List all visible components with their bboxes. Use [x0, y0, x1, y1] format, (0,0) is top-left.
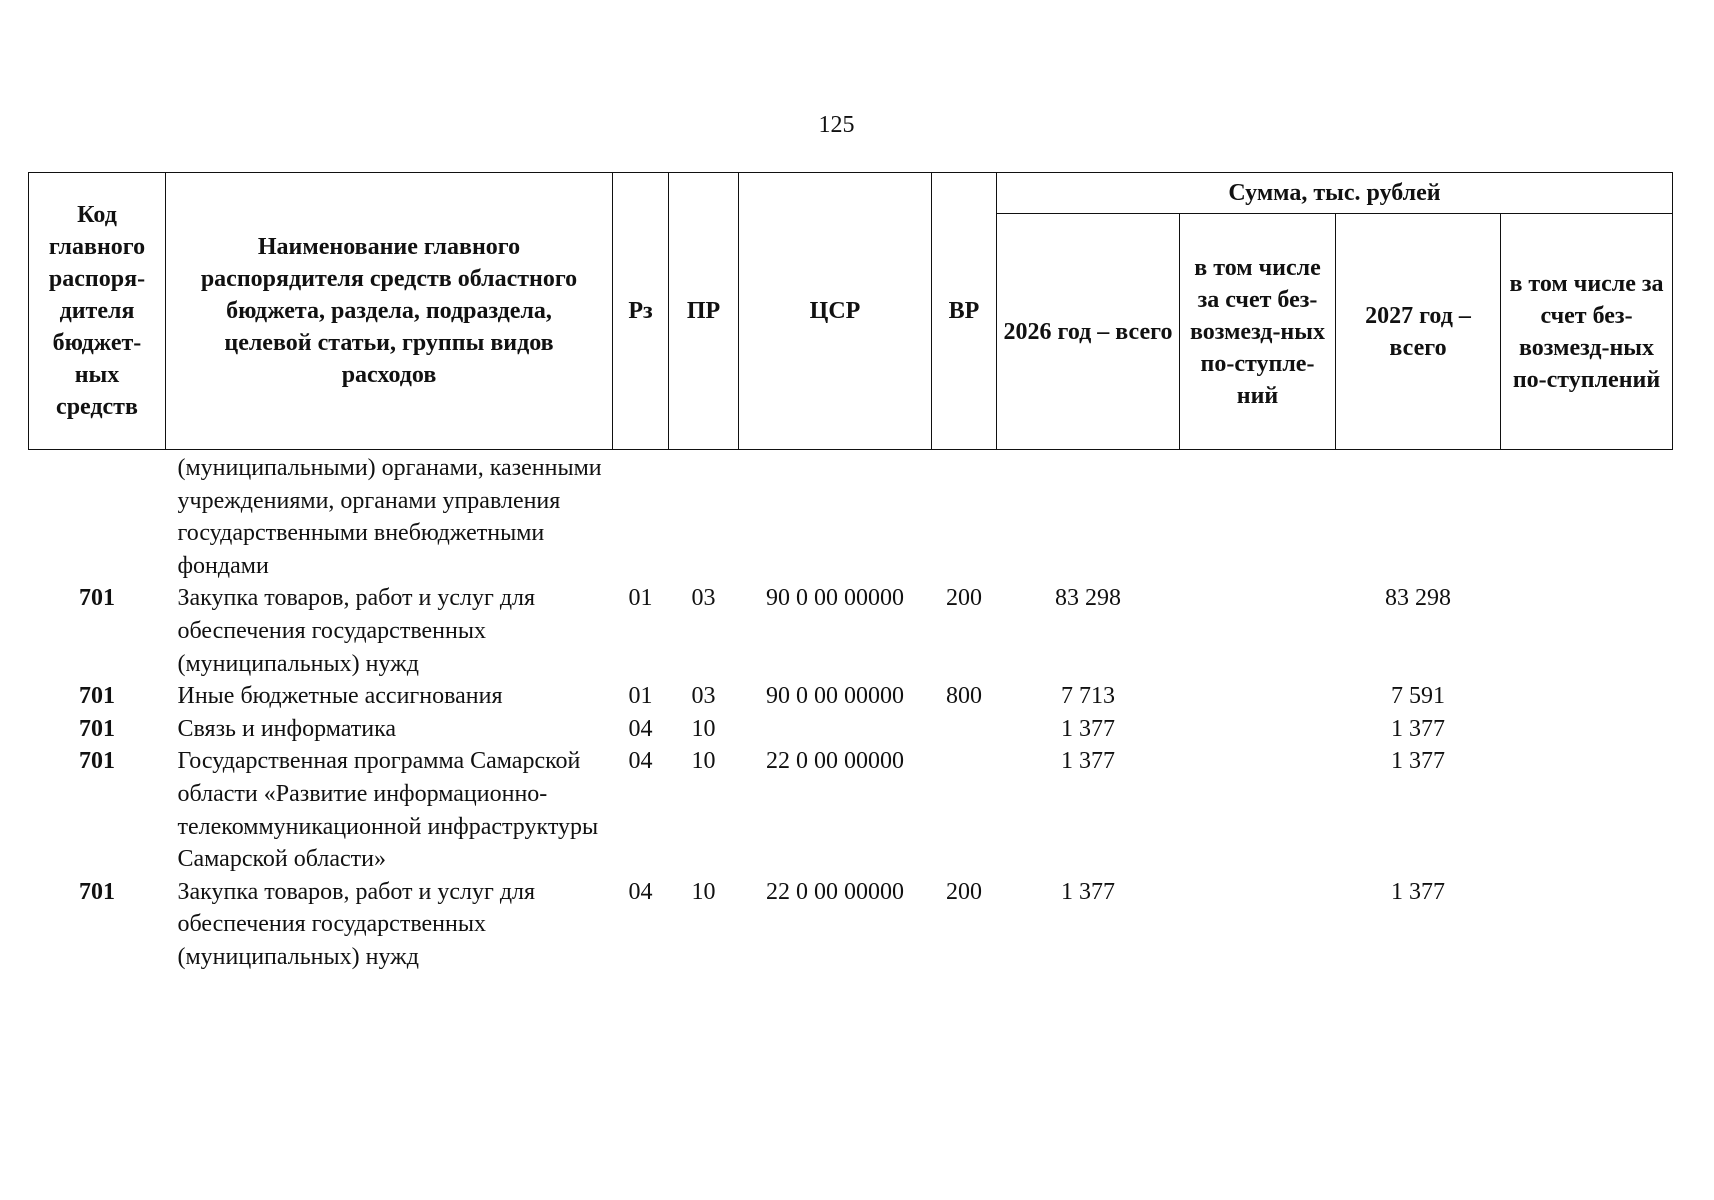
cell-pr: 03	[691, 683, 716, 710]
cell-name: Иные бюджетные ассигнования	[177, 683, 503, 710]
cell-vr	[932, 713, 997, 746]
table-header	[29, 173, 1673, 450]
cell-code: 701	[79, 715, 115, 742]
header-rz: Рз	[613, 173, 669, 450]
cell-csr: 90 0 00 00000	[766, 683, 904, 710]
cell-2026-total: 1 377	[1061, 748, 1115, 775]
cell-vr	[932, 745, 997, 875]
header-2027-gratis: в том числе за счет без-возмезд-ных по-ступлений	[1501, 214, 1673, 450]
table-row	[29, 876, 1673, 974]
cell-code: 701	[79, 683, 115, 710]
cell-pr	[669, 450, 739, 583]
cell-vr	[932, 450, 997, 583]
cell-2026-gratis	[1180, 876, 1336, 974]
cell-rz: 01	[628, 683, 653, 710]
header-pr: ПР	[669, 173, 739, 450]
table-row	[29, 713, 1673, 746]
table-body	[29, 450, 1673, 974]
table-row	[29, 450, 1673, 583]
cell-csr: 22 0 00 00000	[766, 878, 904, 905]
table-row	[29, 680, 1673, 713]
header-2026-gratis: в том числе за счет без-возмезд-ных по-ступле-ний	[1180, 214, 1336, 450]
cell-pr: 10	[691, 715, 716, 742]
cell-rz	[613, 450, 669, 583]
cell-2027-total: 83 298	[1385, 585, 1451, 612]
table-row	[29, 745, 1673, 875]
cell-2027-total: 1 377	[1391, 715, 1445, 742]
cell-rz: 04	[628, 748, 653, 775]
cell-2026-gratis	[1180, 582, 1336, 680]
cell-vr: 200	[946, 585, 982, 612]
cell-pr: 10	[691, 878, 716, 905]
header-2027-total: 2027 год – всего	[1336, 214, 1501, 450]
cell-2027-total: 1 377	[1391, 878, 1445, 905]
cell-pr: 03	[691, 585, 716, 612]
cell-2027-gratis	[1501, 876, 1673, 974]
cell-csr	[739, 713, 932, 746]
cell-name: Закупка товаров, работ и услуг для обеспечения государственных (муниципальных) нужд	[177, 878, 536, 970]
cell-rz: 01	[628, 585, 653, 612]
cell-2027-total	[1336, 450, 1501, 583]
cell-2027-gratis	[1501, 680, 1673, 713]
cell-2026-gratis	[1180, 450, 1336, 583]
cell-2027-gratis	[1501, 713, 1673, 746]
cell-2027-total: 1 377	[1391, 748, 1445, 775]
budget-table	[28, 172, 1673, 974]
table-row	[29, 582, 1673, 680]
cell-code: 701	[79, 585, 115, 612]
cell-code: 701	[79, 878, 115, 905]
header-vr: ВР	[932, 173, 997, 450]
cell-2026-total: 83 298	[1055, 585, 1121, 612]
header-code: Код главного распоря-дителя бюджет-ных средств	[29, 173, 166, 450]
cell-2026-gratis	[1180, 713, 1336, 746]
cell-name: Связь и информатика	[177, 715, 397, 742]
cell-pr: 10	[691, 748, 716, 775]
page-number: 125	[818, 112, 855, 138]
cell-2026-total	[997, 450, 1180, 583]
header-name: Наименование главного распорядителя средств областного бюджета, раздела, подраздела, целевой статьи, группы видов расходов	[166, 173, 613, 450]
cell-name: Закупка товаров, работ и услуг для обеспечения государственных (муниципальных) нужд	[177, 585, 536, 677]
cell-rz: 04	[628, 715, 653, 742]
cell-code	[29, 450, 166, 583]
cell-2026-total: 7 713	[1061, 683, 1115, 710]
cell-code: 701	[79, 748, 115, 775]
header-2026-total: 2026 год – всего	[997, 214, 1180, 450]
cell-csr: 90 0 00 00000	[766, 585, 904, 612]
cell-2027-gratis	[1501, 745, 1673, 875]
cell-2027-total: 7 591	[1391, 683, 1445, 710]
header-csr: ЦСР	[739, 173, 932, 450]
cell-2026-total: 1 377	[1061, 715, 1115, 742]
header-sum: Сумма, тыс. рублей	[997, 173, 1673, 214]
cell-2026-gratis	[1180, 745, 1336, 875]
cell-rz: 04	[628, 878, 653, 905]
cell-2027-gratis	[1501, 582, 1673, 680]
cell-name: Государственная программа Самарской области «Развитие информационно-телекоммуникационной инфраструктуры Самарской области»	[177, 748, 599, 873]
cell-vr: 200	[946, 878, 982, 905]
cell-2026-gratis	[1180, 680, 1336, 713]
cell-csr	[739, 450, 932, 583]
cell-csr: 22 0 00 00000	[766, 748, 904, 775]
cell-vr: 800	[946, 683, 982, 710]
cell-name: (муниципальными) органами, казенными учреждениями, органами управления государственными внебюджетными фондами	[177, 455, 602, 579]
cell-2027-gratis	[1501, 450, 1673, 583]
cell-2026-total: 1 377	[1061, 878, 1115, 905]
